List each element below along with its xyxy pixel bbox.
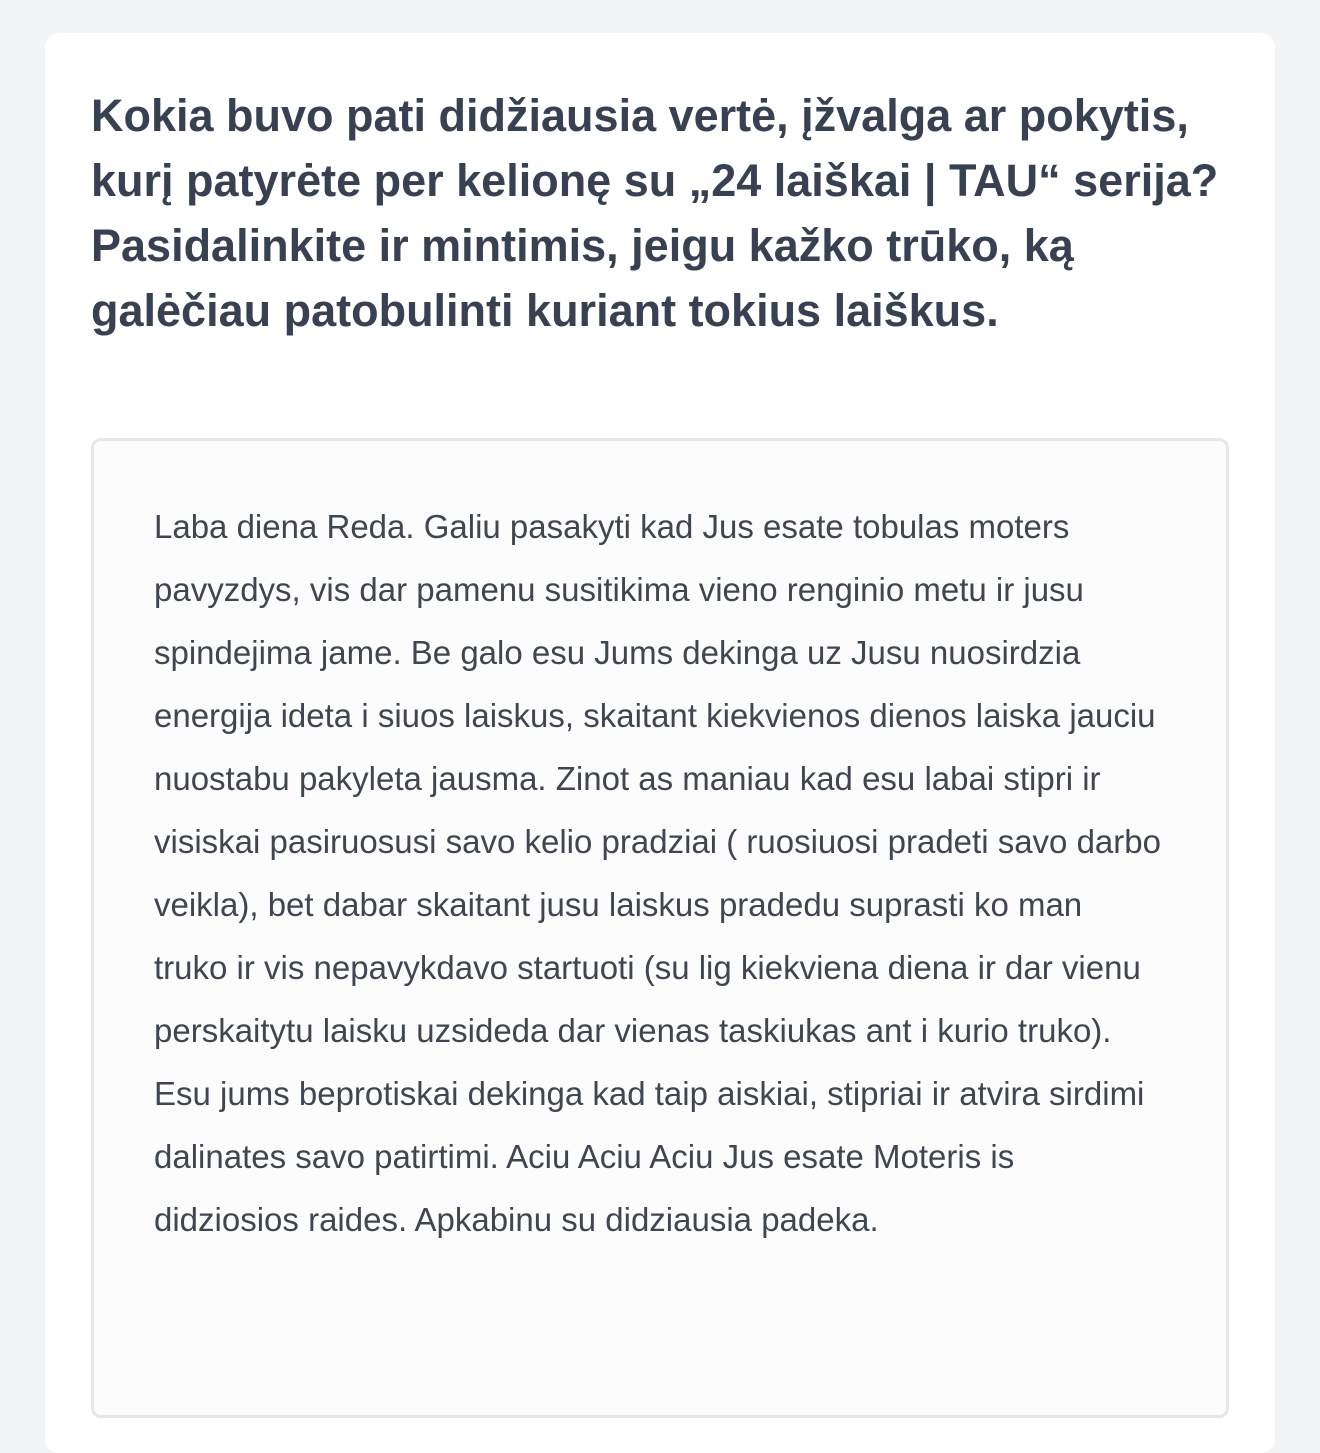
- question-title: Kokia buvo pati didžiausia vertė, įžvalga ar pokytis, kurį patyrėte per kelionę su „24 laiškai | TAU“ serija? Pasidalinkite ir mintimis, jeigu kažko trūko, ką galėčiau patobulinti kuriant tokius laiškus.: [91, 90, 1219, 336]
- answer-box[interactable]: [91, 438, 1229, 1418]
- answer-text: Laba diena Reda. Galiu pasakyti kad Jus esate tobulas moters pavyzdys, vis dar pamenu susitikima vieno renginio metu ir jusu spindejima jame. Be galo esu Jums dekinga uz Jusu nuosirdzia energija ideta i siuos laiskus, skaitant kiekvienos dienos laiska jauciu nuostabu pakyleta jausma. Zinot as maniau kad esu labai stipri ir visiskai pasiruosusi savo kelio pradziai ( ruosiuosi pradeti savo darbo veikla), bet dabar skaitant jusu laiskus pradedu suprasti ko man truko ir vis nepavykdavo startuoti (su lig kiekviena diena ir dar vienu perskaitytu laisku uzsideda dar vienas taskiukas ant i kurio truko). Esu jums beprotiskai dekinga kad taip aiskiai, stipriai ir atvira sirdimi dalinates savo patirtimi. Aciu Aciu Aciu Jus esate Moteris is didziosios raides. Apkabinu su didziausia padeka.: [154, 508, 1161, 1238]
- question-card: [45, 33, 1275, 1453]
